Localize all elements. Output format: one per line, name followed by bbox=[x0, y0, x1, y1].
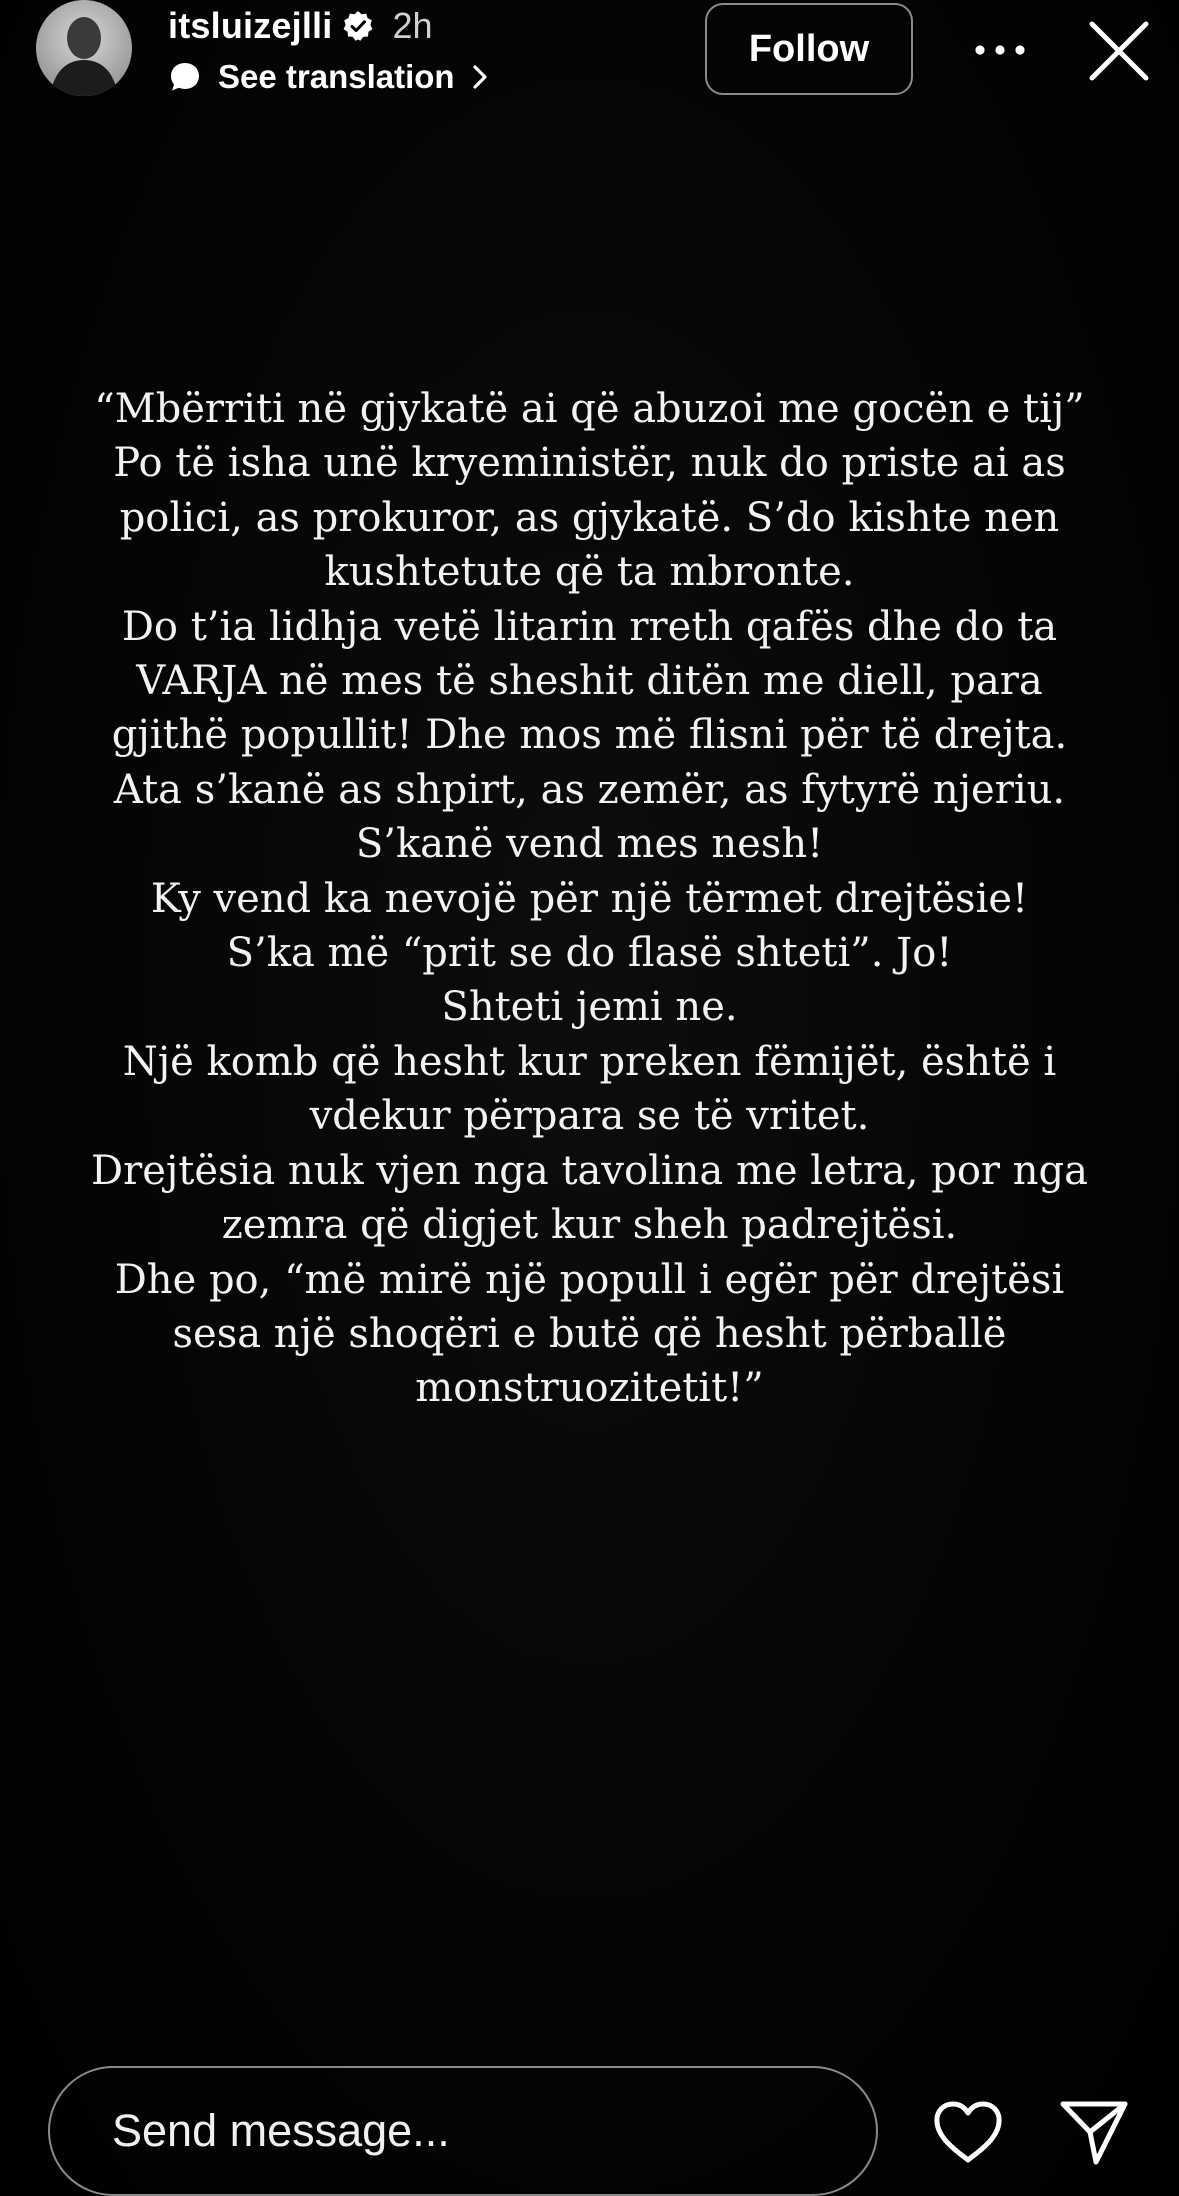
story-line: VARJA në mes të sheshit ditën me diell, para bbox=[136, 658, 1043, 705]
post-time: 2h bbox=[392, 5, 433, 46]
story-line: Po të isha unë kryeministër, nuk do priste ai as bbox=[113, 440, 1066, 487]
story-line: Shteti jemi ne. bbox=[441, 984, 738, 1031]
username-row bbox=[168, 2, 688, 50]
story-line: zemra që digjet kur sheh padrejtësi. bbox=[221, 1202, 958, 1249]
story-line: monstruozitetit!” bbox=[415, 1365, 764, 1412]
story-header bbox=[0, 0, 1179, 110]
translate-bubble-icon bbox=[168, 60, 202, 94]
chevron-right-icon bbox=[469, 62, 491, 92]
story-line: gjithë popullit! Dhe mos më flisni për të drejta. bbox=[111, 712, 1068, 759]
verified-badge-icon bbox=[342, 10, 374, 42]
send-message-placeholder: Send message... bbox=[112, 2105, 450, 2156]
username[interactable]: itsluizejlli bbox=[168, 5, 333, 46]
avatar[interactable] bbox=[36, 0, 132, 96]
see-translation-link[interactable] bbox=[168, 54, 688, 100]
story-line: Një komb që hesht kur preken fëmijët, është i bbox=[122, 1038, 1057, 1085]
more-horizontal-icon[interactable] bbox=[970, 26, 1030, 74]
avatar-image bbox=[36, 0, 132, 96]
send-icon[interactable] bbox=[1058, 2098, 1130, 2168]
story-line: Dhe po, “më mirë një popull i egër për drejtësi bbox=[114, 1256, 1065, 1303]
story-line: “Mbërriti në gjykatë ai që abuzoi me gocën e tij” bbox=[94, 386, 1085, 432]
follow-button[interactable]: Follow bbox=[705, 3, 913, 95]
story-line: S’kanë vend mes nesh! bbox=[355, 821, 824, 868]
story-line: Do t’ia lidhja vetë litarin rreth qafës dhe do ta bbox=[121, 603, 1058, 650]
see-translation-label: See translation bbox=[218, 58, 455, 95]
story-line: S’ka më “prit se do flasë shteti”. Jo! bbox=[226, 930, 953, 977]
user-info bbox=[168, 2, 688, 100]
heart-icon[interactable] bbox=[932, 2100, 1004, 2166]
story-line: Ky vend ka nevojë për një tërmet drejtësie! bbox=[150, 875, 1029, 922]
send-message-input[interactable] bbox=[48, 2066, 878, 2196]
close-icon[interactable] bbox=[1088, 20, 1150, 82]
story-line: Drejtësia nuk vjen nga tavolina me letra, por nga bbox=[91, 1147, 1088, 1194]
story-line: kushtetute që ta mbronte. bbox=[324, 549, 855, 596]
story-line: sesa një shoqëri e butë që hesht përballë bbox=[172, 1310, 1007, 1357]
story-line: Ata s’kanë as shpirt, as zemër, as fytyrë njeriu. bbox=[113, 766, 1066, 813]
story-text bbox=[60, 382, 1119, 1416]
story-line: vdekur përpara se të vritet. bbox=[309, 1093, 870, 1140]
story-line: polici, as prokuror, as gjykatë. S’do kishte nen bbox=[119, 494, 1060, 541]
